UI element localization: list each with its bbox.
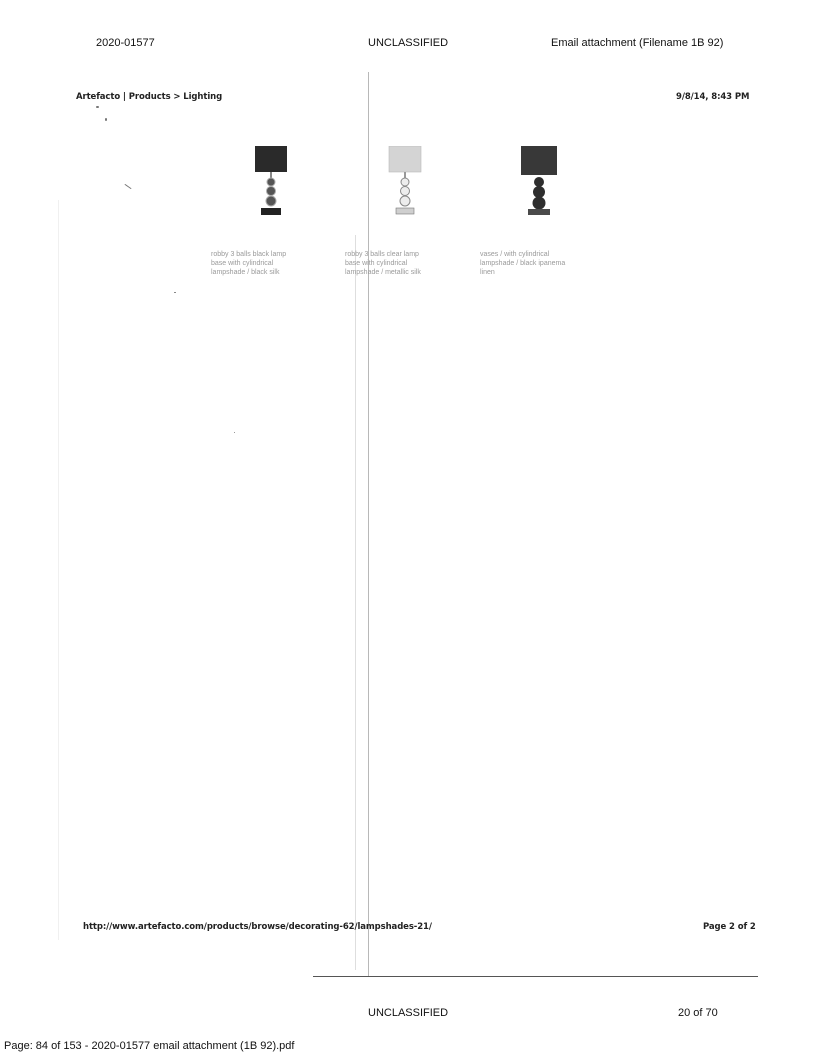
lamp-ball bbox=[533, 186, 545, 198]
scan-speck bbox=[96, 106, 99, 108]
product-caption-line: lampshade / metallic silk bbox=[345, 269, 421, 276]
lamp-image bbox=[251, 146, 291, 220]
scan-speck bbox=[234, 432, 235, 433]
product-card[interactable] bbox=[211, 146, 321, 277]
lamp-ball bbox=[267, 178, 275, 186]
lamp-ball bbox=[534, 177, 544, 187]
product-card[interactable] bbox=[345, 146, 455, 277]
product-card[interactable] bbox=[480, 146, 600, 277]
attachment-label: Email attachment (Filename 1B 92) bbox=[551, 37, 724, 49]
product-caption-line: robby 3 balls clear lamp bbox=[345, 251, 419, 258]
lamp-stem bbox=[404, 172, 406, 178]
lamp-stem bbox=[270, 172, 272, 178]
scan-fold-line-faint bbox=[355, 235, 356, 970]
classification-footer: UNCLASSIFIED bbox=[368, 1007, 449, 1019]
scan-page-indicator: Page 2 of 2 bbox=[703, 922, 756, 932]
lamp-ball bbox=[266, 196, 276, 206]
product-caption-line: linen bbox=[480, 269, 495, 276]
scan-speck bbox=[105, 118, 107, 121]
lamp-base bbox=[261, 208, 281, 215]
lampshade bbox=[389, 146, 421, 172]
product-caption-line: vases / with cylindrical bbox=[480, 251, 550, 258]
page-count: 20 of 70 bbox=[678, 1007, 718, 1019]
scan-left-edge bbox=[58, 200, 59, 940]
lamp-image bbox=[519, 146, 559, 220]
classification-header: UNCLASSIFIED bbox=[368, 37, 449, 49]
page-url: http://www.artefacto.com/products/browse/decorating-62/lampshades-21/ bbox=[83, 922, 432, 932]
lamp-ball bbox=[401, 187, 410, 196]
lampshade bbox=[521, 146, 557, 175]
lamp-ball bbox=[267, 187, 276, 196]
product-caption[interactable] bbox=[480, 250, 590, 277]
document-number: 2020-01577 bbox=[96, 37, 155, 49]
scan-bottom-rule bbox=[313, 976, 758, 977]
product-caption-line: lampshade / black ipanema bbox=[480, 260, 566, 267]
product-caption-line: base with cylindrical bbox=[211, 260, 274, 267]
product-caption[interactable] bbox=[211, 250, 321, 277]
breadcrumb: Artefacto | Products > Lighting bbox=[76, 92, 223, 102]
scan-speck bbox=[124, 184, 131, 189]
scan-speck bbox=[174, 292, 176, 293]
print-timestamp: 9/8/14, 8:43 PM bbox=[676, 92, 750, 102]
lamp-ball bbox=[533, 197, 546, 210]
lamp-base bbox=[528, 209, 550, 215]
source-line: Page: 84 of 153 - 2020-01577 email attachment (1B 92).pdf bbox=[4, 1040, 295, 1052]
product-caption-line: lampshade / black silk bbox=[211, 269, 280, 276]
lampshade bbox=[255, 146, 287, 172]
product-caption-line: base with cylindrical bbox=[345, 260, 408, 267]
product-caption-line: robby 3 balls black lamp bbox=[211, 251, 287, 258]
lamp-ball bbox=[400, 196, 410, 206]
lamp-ball bbox=[401, 178, 409, 186]
lamp-image bbox=[385, 146, 425, 220]
product-caption[interactable] bbox=[345, 250, 455, 277]
lamp-base bbox=[396, 208, 414, 214]
